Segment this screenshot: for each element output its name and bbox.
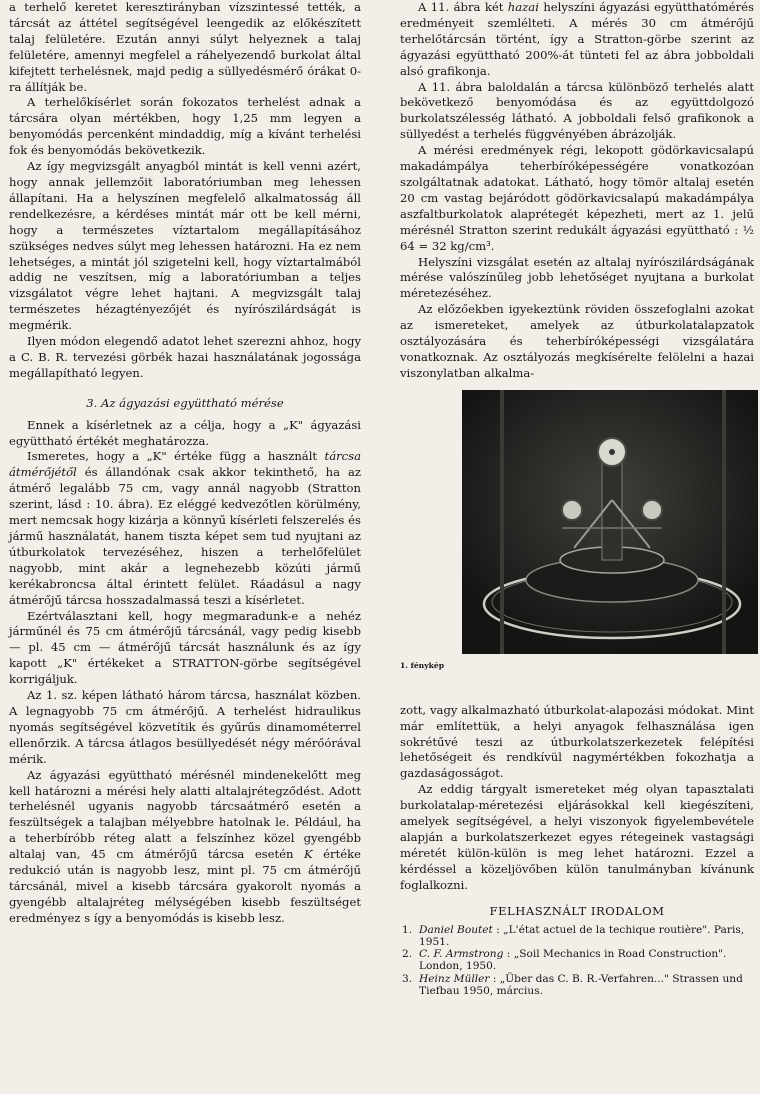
paragraph-k-dependence bbox=[9, 449, 361, 608]
photo-caption: 1. fénykép bbox=[400, 660, 445, 670]
italic-k: K bbox=[304, 847, 313, 862]
text-run: A 11. ábra két bbox=[418, 0, 508, 14]
reference-number: 1. bbox=[402, 923, 413, 936]
section-heading: 3. Az ágyazási együttható mérése bbox=[86, 395, 284, 410]
left-column bbox=[9, 0, 361, 927]
paragraph-continuation: zott, vagy alkalmazható útburkolat-alapozási módokat. Mint már említettük, a helyi anyagok felhasználása igen sokrétűvé teszi az útburkolatszerkezetek felépítési lehetőségeit és rendkívül nagymértékben fokozhatja a gazdaságosságot. bbox=[400, 702, 754, 781]
reference-text: : „Soil Mechanics in Road Construction". London, 1950. bbox=[419, 948, 727, 973]
photo-load-plates bbox=[462, 390, 758, 654]
reference-author: Heinz Müller bbox=[419, 972, 490, 985]
text-run: értéke redukció után is nagyobb lesz, mint pl. 75 cm átmérőjű tárcsánál, mivel a kisebb tárcsára gyakorolt nyomás a gyengébb altalajréteg mélységében kisebb feszültséget eredményez s így a benyomódás is kisebb lesz. bbox=[9, 847, 361, 925]
reference-text: : „Über das C. B. R.-Verfahren..." Strassen und Tiefbau 1950, március. bbox=[419, 972, 743, 998]
reference-author: Daniel Boutet bbox=[419, 923, 493, 936]
reference-number: 2. bbox=[402, 948, 413, 961]
paragraph-photo-reference: Az 1. sz. képen látható három tárcsa, használat közben. A legnagyobb 75 cm átmérőjű. A terhelést hidraulikus nyomás segítségével közvetítik és gyűrűs dinamométerrel ellenőrzik. A tárcsa átlagos besüllyedését négy mérőórával mérik. bbox=[9, 688, 361, 766]
text-run: Ismeretes, hogy a „K" értéke függ a használt bbox=[27, 449, 325, 464]
paragraph-sampling: Az így megvizsgált anyagból mintát is kell venni azért, hogy annak jellemzőit laboratóriumban meg lehessen állapítani. Ha a helyszínen megfelelő alkalmatosság áll rendelkezésre, a kérdéses mintát már ott be kell mérni, hogy a természetes víztartalom megállapításához szükséges nedves súlyt meg lehessen határozni. Ha ez nem lehetséges, a mintát jól szigetelni kell, hogy víztartalmából addig ne veszítsen, míg a laboratóriumban a teljes vizsgálatot végre lehet hajtani. A megvizsgált talaj természetes hézagtényezőjét és nyírószilárdságát is megmérik. bbox=[9, 159, 361, 333]
references-heading: FELHASZNÁLT IRODALOM bbox=[489, 903, 665, 918]
reference-author: C. F. Armstrong bbox=[419, 948, 504, 961]
text-run: helyszíni ágyazási együtthatómérés eredményeit szemlélteti. A mérés 30 cm átmérőjű terhelőtárcsán történt, így a Stratton-görbe szerint az ágyazási együttható 200%-át tünteti fel az ábra jobboldali alsó grafikonja. bbox=[400, 0, 754, 78]
references-list bbox=[400, 924, 754, 998]
reference-number: 3. bbox=[402, 972, 413, 985]
reference-item bbox=[400, 973, 754, 998]
paragraph-purpose: Ennek a kísérletnek az a célja, hogy a „K" ágyazási együttható értékét meghatározza. bbox=[9, 417, 361, 448]
paragraph-continuation: a terhelő keretet keresztirányban vízszintessé tették, a tárcsát az áttétel segítségével leengedik az előkészített talaj felületére. Ezután annyi súlyt helyeznek a talaj felületére, amennyi megfelel a ráhelyezendő burkolat által kifejtett terhelésnek, majd pedig a süllyedésmérő órákat 0-ra állítják be. bbox=[9, 0, 361, 94]
reference-item bbox=[400, 948, 754, 973]
paragraph-figure-11 bbox=[400, 0, 754, 80]
italic-phrase: tárcsa átmérőjétől bbox=[9, 449, 361, 480]
paragraph-summary: Az előzőekben igyekeztünk röviden összefoglalni azokat az ismereteket, amelyek az útburkolatalapzatok osztályozására és teherbíróképességi vizsgálatára vonatkoznak. Az osztályozás megkísérelte felölelni a hazai viszonylatban alkalma- bbox=[400, 302, 754, 380]
reference-item bbox=[400, 924, 754, 949]
paragraph-loading-test: A terhelőkísérlet során fokozatos terhelést adnak a tárcsára olyan mértékben, hogy 1,25 mm legyen a benyomódás percenként mindaddig, míg a kívánt terhelési fok és benyomódás bekövetkezik. bbox=[9, 95, 361, 158]
paragraph-figure-11-left: A 11. ábra baloldalán a tárcsa különböző terhelés alatt bekövetkező benyomódása és az együttdolgozó burkolatszélesség látható. A jobboldali felső grafikonok a süllyedést a terhelés függvényében ábrázolják. bbox=[400, 79, 754, 142]
paragraph-shear-strength: Helyszíni vizsgálat esetén az altalaj nyírószilárdságának mérése valószínűleg jobb lehetőséget nyujtana a burkolat méretezéséhez. bbox=[400, 254, 754, 301]
paragraph-cbr-curves: Ilyen módon elegendő adatot lehet szerezni ahhoz, hogy a C. B. R. tervezési görbék hazai használatának jogossága megállapítható legyen. bbox=[9, 334, 361, 380]
reference-text: : „L'état actuel de la techique routière". Paris, 1951. bbox=[419, 923, 745, 948]
text-run: és állandónak csak akkor tekinthető, ha az átmérő legalább 75 cm, vagy annál nagyobb (Stratton szerint, lásd : 10. ábra). Ez eléggé kedvezőtlen körülmény, mert nemcsak hogy kizárja a könnyű kísérleti felszerelés és jármű használatát, hanem tiszta képet sem tud nyujtani az útburkolatok tervezéséhez, hiszen a terhelőfelület nagyobb, mint akár a legnehezebb közúti jármű kerékabroncsa által érintett felület. Ráadásul a nagy átmérőjű tárcsa hosszadalmassá teszi a kísérletet. bbox=[9, 465, 361, 607]
paragraph-subsoil bbox=[9, 768, 361, 927]
paragraph-results: A mérési eredmények régi, lekopott gödörkavicsalapú makadámpálya teherbíróképességére vonatkozóan szolgáltatnak adatokat. Látható, hogy tömör altalaj esetén 20 cm vastag bejáródott gödörkavicsalapú makadámpálya aszfaltburkolatok alaprétegét képezheti, mert az 1. jelű mérésnél Stratton szerint redukált ágyazási együttható : ½ 64 = 32 kg/cm³. bbox=[400, 143, 754, 253]
paragraph-conclusion: Az eddig tárgyalt ismereteket még olyan tapasztalati burkolatalap-méretezési eljárásokkal kell kiegészíteni, amelyek segítségével, a helyi viszonyok figyelembevétele alapján a burkolatszerkezet egyes rétegeinek vastagsági méretét külön-külön is meg lehet határozni. Ezzel a kérdéssel a közeljövőben külön tanulmányban kívánunk foglalkozni. bbox=[400, 782, 754, 892]
right-column bbox=[400, 0, 754, 997]
text-run: Az ágyazási együttható mérésnél mindenekelőtt meg kell határozni a mérési hely alatti altalajrétegződést. Adott terhelésnél ugyanis nagyobb tárcsaátmérő esetén a feszültségek a talajban mélyebbre hatolnak le. Például, ha a teherbíróbb réteg alatt a felszínhez közel gyengébb altalaj van, 45 cm átmérőjű tárcsa esetén bbox=[9, 767, 361, 862]
emphasis-word: hazai bbox=[507, 0, 539, 14]
paragraph-choice: Ezértválasztani kell, hogy megmaradunk-e a nehéz járműnél és 75 cm átmérőjű tárcsánál, vagy pedig kisebb — pl. 45 cm — átmérőjű tárcsát használunk és az így kapott „K" értékeket a STRATTON-görbe segítségével korrigáljuk. bbox=[9, 608, 361, 687]
